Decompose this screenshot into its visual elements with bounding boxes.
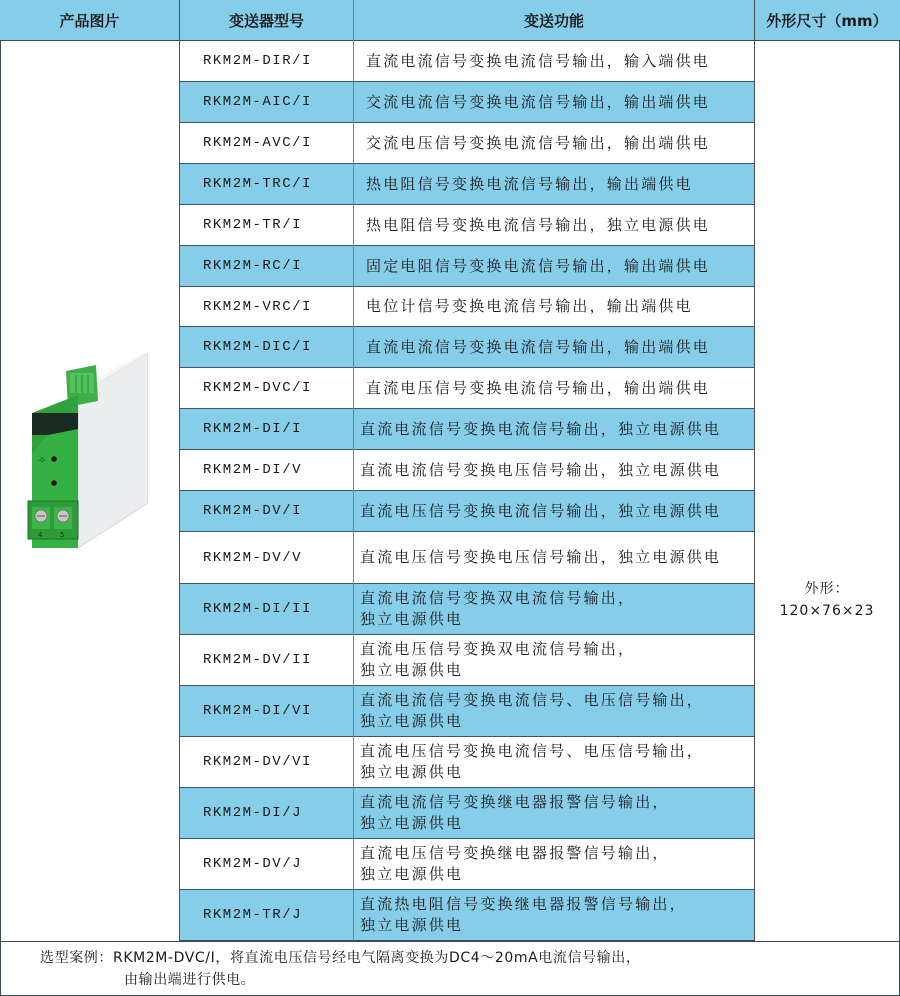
function-cell: 直流电流信号变换电流信号输出，独立电源供电 [360, 419, 722, 438]
function-cell [354, 737, 754, 787]
function-cell [354, 635, 754, 685]
divider [754, 0, 755, 941]
function-line-2: 独立电源供电 [360, 763, 464, 781]
function-cell: 电位计信号变换电流信号输出，输出端供电 [366, 297, 693, 315]
svg-text:4: 4 [38, 531, 43, 539]
function-cell: 直流电压信号变换电流信号输出，输出端供电 [366, 378, 711, 397]
table-row [179, 839, 754, 890]
model-cell: RKM2M-VRC/I [203, 298, 312, 315]
table-row [179, 635, 754, 686]
function-line-1: 直流电流信号变换双电流信号输出， [360, 589, 636, 607]
model-cell: RKM2M-DI/V [203, 462, 303, 478]
function-cell [354, 839, 754, 889]
function-line-2: 独立电源供电 [360, 610, 464, 628]
table-row [179, 246, 754, 287]
selection-example-note [0, 941, 900, 996]
model-cell: RKM2M-DI/J [203, 805, 303, 821]
model-cell: RKM2M-AVC/I [203, 135, 312, 151]
table-row [179, 409, 754, 450]
product-image [18, 333, 148, 553]
model-cell: RKM2M-DV/J [203, 856, 303, 872]
model-cell: RKM2M-TR/J [203, 907, 303, 923]
table-row [179, 123, 754, 164]
function-cell: 直流电流信号变换电流信号输出，输入端供电 [366, 51, 711, 70]
table-row [179, 491, 754, 532]
table-row [179, 205, 754, 246]
dimension-cell [754, 578, 900, 622]
header-model: 变送器型号 [179, 0, 354, 41]
table-row [179, 287, 754, 327]
model-cell: RKM2M-DIR/I [203, 53, 312, 69]
function-cell: 热电阻信号变换电流信号输出，输出端供电 [366, 174, 693, 193]
model-cell: RKM2M-DV/VI [203, 754, 312, 770]
signal-isolator-module-icon [18, 333, 148, 553]
table-row [179, 532, 754, 584]
model-cell: RKM2M-DVC/I [203, 380, 312, 396]
model-cell: RKM2M-DV/V [203, 549, 303, 566]
note-line-1: 选型案例：RKM2M-DVC/I，将直流电压信号经电气隔离变换为DC4～20mA电流信号输出， [40, 950, 641, 966]
table-row [179, 584, 754, 635]
function-line-2: 独立电源供电 [360, 712, 464, 730]
function-cell: 直流电压信号变换电流信号输出，独立电源供电 [360, 501, 722, 520]
function-cell: 直流电流信号变换电流信号输出，输出端供电 [366, 337, 711, 356]
function-cell [354, 890, 754, 940]
function-line-1: 直流电压信号变换双电流信号输出， [360, 640, 636, 658]
table-row [179, 327, 754, 368]
function-cell [354, 686, 754, 736]
model-cell: RKM2M-RC/I [203, 258, 303, 274]
function-cell: 固定电阻信号变换电流信号输出，输出端供电 [366, 256, 711, 275]
function-line-2: 独立电源供电 [360, 865, 464, 883]
model-cell: RKM2M-DI/I [203, 421, 303, 437]
table-row [179, 368, 754, 409]
model-cell: RKM2M-DI/VI [203, 703, 312, 719]
function-line-1: 直流电流信号变换电流信号、电压信号输出， [360, 691, 705, 709]
function-line-2: 独立电源供电 [360, 916, 464, 934]
header-dimension: 外形尺寸（mm） [754, 0, 900, 41]
model-cell: RKM2M-TRC/I [203, 176, 312, 192]
table-row [179, 164, 754, 205]
header-product-image: 产品图片 [0, 0, 179, 41]
function-cell: 交流电压信号变换电流信号输出，输出端供电 [366, 133, 711, 152]
function-line-1: 直流电流信号变换继电器报警信号输出， [360, 793, 670, 811]
svg-text:-0-: -0- [38, 457, 47, 464]
table-row [179, 41, 754, 82]
function-cell: 交流电流信号变换电流信号输出，输出端供电 [366, 92, 711, 111]
dimension-value: 120×76×23 [779, 603, 875, 619]
table-row [179, 890, 754, 941]
model-cell: RKM2M-DV/II [203, 652, 312, 668]
model-cell: RKM2M-AIC/I [203, 94, 312, 110]
note-line-2: 由输出端进行供电。 [124, 972, 256, 988]
header-function: 变送功能 [354, 0, 754, 41]
function-cell [354, 788, 754, 838]
model-cell: RKM2M-DV/I [203, 503, 303, 519]
function-cell: 直流电压信号变换电压信号输出，独立电源供电 [360, 548, 722, 566]
table-row [179, 788, 754, 839]
function-line-2: 独立电源供电 [360, 814, 464, 832]
function-cell: 直流电流信号变换电压信号输出，独立电源供电 [360, 460, 722, 479]
dimension-label: 外形： [804, 581, 850, 597]
table-row [179, 450, 754, 491]
model-cell: RKM2M-TR/I [203, 217, 303, 233]
table-row [179, 82, 754, 123]
function-line-1: 直流电压信号变换继电器报警信号输出， [360, 844, 670, 862]
table-row [179, 737, 754, 788]
function-line-2: 独立电源供电 [360, 661, 464, 679]
model-cell: RKM2M-DIC/I [203, 339, 312, 355]
table-row [179, 686, 754, 737]
svg-text:5: 5 [60, 531, 65, 539]
function-line-1: 直流电压信号变换电流信号、电压信号输出， [360, 742, 705, 760]
divider [179, 0, 180, 941]
function-cell [354, 584, 754, 634]
function-cell: 热电阻信号变换电流信号输出，独立电源供电 [366, 215, 711, 234]
divider [353, 0, 354, 941]
function-line-1: 直流热电阻信号变换继电器报警信号输出， [360, 895, 687, 913]
model-cell: RKM2M-DI/II [203, 601, 312, 617]
